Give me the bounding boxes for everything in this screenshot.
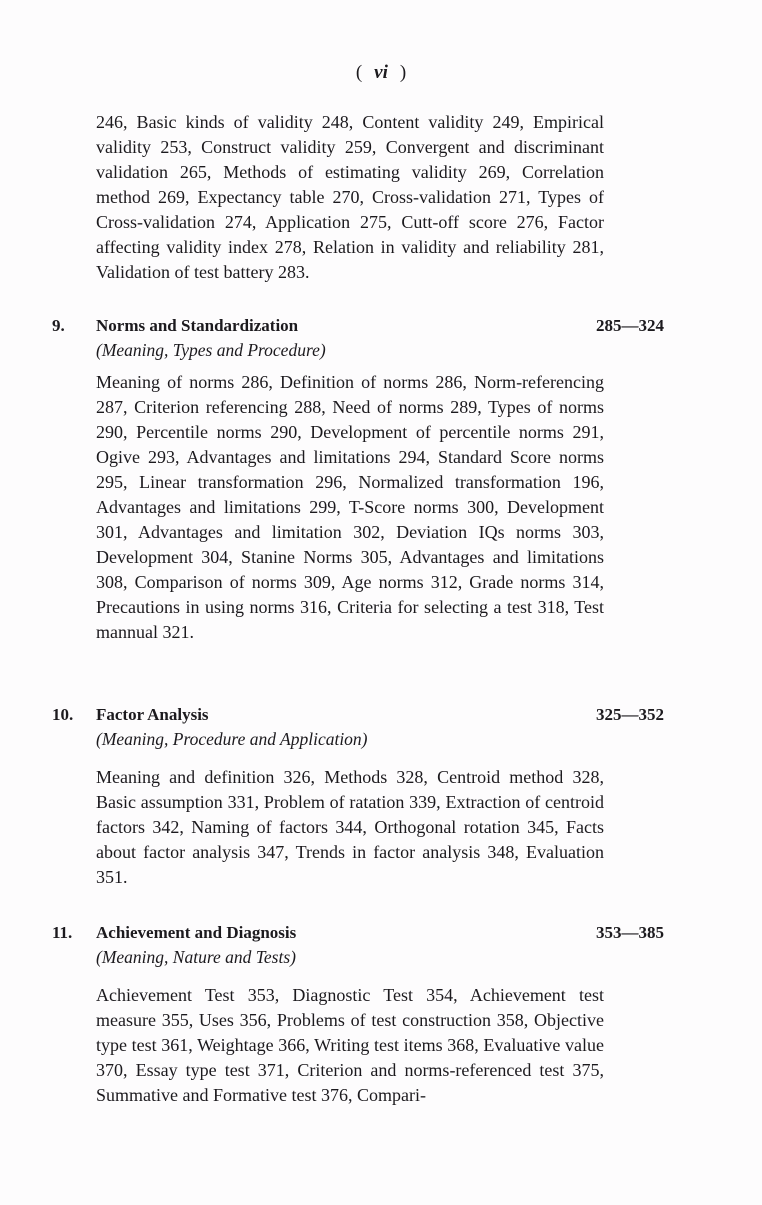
- page-number-roman: vi: [374, 62, 388, 83]
- chapter-title: Achievement and Diagnosis: [96, 923, 297, 942]
- paren-close: ): [399, 62, 407, 83]
- chapter-page-range: 353—385: [596, 923, 664, 942]
- chapter-page-range: 285—324: [596, 316, 664, 335]
- paren-open: (: [355, 62, 363, 83]
- chapter-page-range: 325—352: [596, 705, 664, 724]
- page-number: [0, 62, 762, 84]
- chapter-subtitle: (Meaning, Types and Procedure): [96, 340, 326, 360]
- chapter-number: 10.: [52, 705, 74, 724]
- chapter-subtitle: (Meaning, Procedure and Application): [96, 729, 368, 749]
- chapter-contents-9: Meaning of norms 286, Definition of norms 286, Norm-referencing 287, Criterion referencing 288, Need of norms 289, Types of norms 290, Percentile norms 290, Development of percentile norms 291, Ogive 293, Advantages and limitations 294, Standard Score norms 295, Linear transformation 296, Normalized transformation 196, Advantages and limitations 299, T-Score norms 300, Development 301, Advantages and limitation 302, Deviation IQs norms 303, Development 304, Stanine Norms 305, Advantages and limitations 308, Comparison of norms 309, Age norms 312, Grade norms 314, Precautions in using norms 316, Criteria for selecting a test 318, Test mannual 321.: [96, 372, 604, 642]
- chapter-contents-10: Meaning and definition 326, Methods 328, Centroid method 328, Basic assumption 331, Problem of ratation 339, Extraction of centroid factors 342, Naming of factors 344, Orthogonal rotation 345, Facts about factor analysis 347, Trends in factor analysis 348, Evaluation 351.: [96, 767, 604, 887]
- chapter-contents-11: Achievement Test 353, Diagnostic Test 354, Achievement test measure 355, Uses 356, Problems of test construction 358, Objective type test 361, Weightage 366, Writing test items 368, Evaluative value 370, Essay type test 371, Criterion and norms-referenced test 375, Summative and Formative test 376, Compari-: [96, 985, 604, 1105]
- chapter-number: 9.: [52, 316, 65, 335]
- chapter-number: 11.: [52, 923, 73, 942]
- chapter-title: Factor Analysis: [96, 705, 209, 724]
- chapter-subtitle: (Meaning, Nature and Tests): [96, 947, 296, 967]
- continued-contents-text: 246, Basic kinds of validity 248, Content validity 249, Empirical validity 253, Construct validity 259, Convergent and discriminant validation 265, Methods of estimating validity 269, Correlation method 269, Expectancy table 270, Cross-validation 271, Types of Cross-validation 274, Application 275, Cutt-off score 276, Factor affecting validity index 278, Relation in validity and reliability 281, Validation of test battery 283.: [96, 112, 604, 282]
- chapter-title: Norms and Standardization: [96, 316, 299, 335]
